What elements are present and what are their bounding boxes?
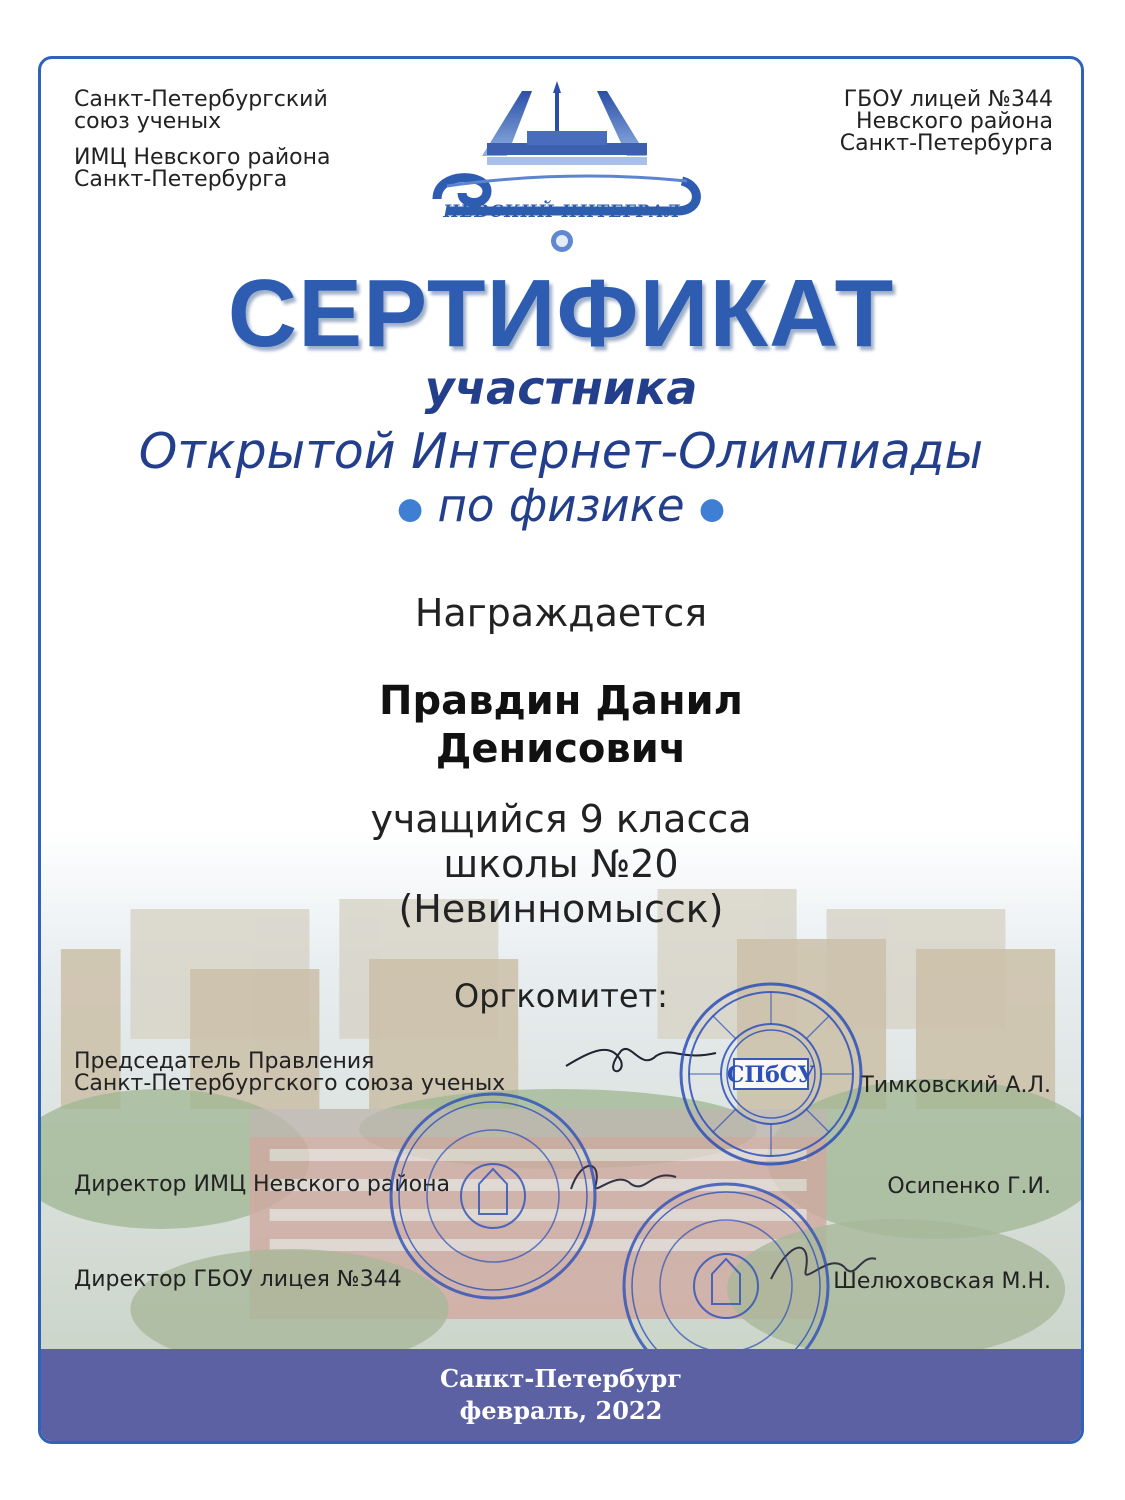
stamp-center-text: СПбСУ bbox=[726, 1062, 816, 1088]
signatory-title: Директор ГБОУ лицея №344 bbox=[74, 1267, 402, 1292]
signatory-name: Шелюховская М.Н. bbox=[833, 1269, 1051, 1294]
subtitle-participant: участника bbox=[424, 361, 698, 415]
footer-banner bbox=[41, 1349, 1081, 1441]
subtitle-subject bbox=[41, 479, 1081, 532]
round-stamp-imc bbox=[386, 1089, 601, 1304]
subtitle-olympiad: Открытой Интернет-Олимпиады bbox=[138, 423, 984, 480]
footer-date: февраль, 2022 bbox=[459, 1396, 663, 1425]
header-right-line: Санкт-Петербурга bbox=[839, 131, 1053, 156]
bullet-icon: ● bbox=[396, 491, 424, 527]
signatory-title-line: Санкт-Петербургского союза ученых bbox=[74, 1071, 506, 1096]
footer-city: Санкт-Петербург bbox=[439, 1364, 683, 1393]
recipient-name-line: Денисович bbox=[435, 726, 687, 772]
recipient-details bbox=[41, 797, 1081, 932]
header-right-line: Невского района bbox=[856, 109, 1053, 134]
subtitle-subject-text: по физике bbox=[437, 479, 685, 532]
header-left-line: ИМЦ Невского района bbox=[74, 145, 331, 170]
signatory-title: Директор ИМЦ Невского района bbox=[74, 1172, 450, 1197]
logo-text: НЕВСКИЙ ИНТЕГРАЛ bbox=[443, 202, 681, 222]
header-right-line: ГБОУ лицей №344 bbox=[843, 87, 1053, 112]
awarded-label: Награждается bbox=[414, 591, 708, 635]
signatory-title-line: Председатель Правления bbox=[74, 1049, 375, 1074]
signatory-name: Тимковский А.Л. bbox=[860, 1073, 1051, 1098]
header-left bbox=[74, 89, 330, 191]
header-left-line: Санкт-Петербургский bbox=[74, 87, 328, 112]
recipient-details-line: учащийся 9 класса bbox=[370, 797, 752, 841]
recipient-details-line: школы №20 bbox=[443, 842, 679, 886]
header-left-line: Санкт-Петербурга bbox=[74, 167, 288, 192]
recipient-name-line: Правдин Данил bbox=[379, 678, 743, 724]
recipient-name bbox=[41, 677, 1081, 773]
header-right bbox=[840, 89, 1053, 155]
nevsky-integral-logo bbox=[427, 81, 707, 253]
round-stamp-spbsu bbox=[676, 979, 866, 1169]
certificate-title: СЕРТИФИКАТ bbox=[227, 260, 895, 367]
signatory-name: Осипенко Г.И. bbox=[887, 1174, 1051, 1199]
bridge-icon bbox=[427, 81, 707, 253]
header-left-line: союз ученых bbox=[74, 109, 222, 134]
committee-label: Оргкомитет: bbox=[454, 977, 668, 1015]
bullet-icon: ● bbox=[698, 491, 726, 527]
recipient-details-line: (Невинномысск) bbox=[398, 887, 724, 931]
certificate-frame bbox=[38, 56, 1084, 1444]
